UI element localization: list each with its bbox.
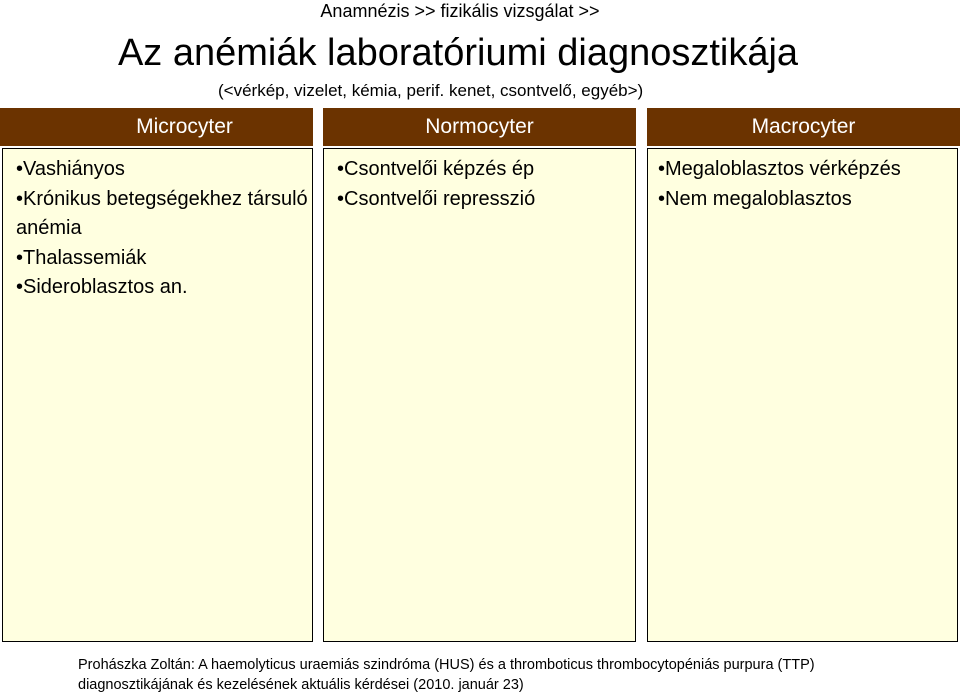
list-item: •Thalassemiák [16, 246, 147, 269]
footer-line: diagnosztikájának és kezelésének aktuális kérdései (2010. január 23) [78, 677, 524, 693]
column-list [16, 155, 312, 303]
column-header-label: Normocyter [425, 115, 534, 138]
column-body-microcyter [2, 148, 313, 642]
list-item: •Krónikus betegségekhez társuló anémia [16, 187, 308, 239]
column-header-normocyter [323, 108, 636, 146]
column-header-label: Microcyter [136, 115, 233, 138]
page-title-text: Az anémiák laboratóriumi diagnosztikája [117, 32, 799, 74]
list-item: •Nem megaloblasztos [658, 187, 852, 210]
column-header-macrocyter [647, 108, 960, 146]
breadcrumb [0, 0, 960, 22]
page-title [0, 30, 960, 76]
breadcrumb-text: Anamnézis >> fizikális vizsgálat >> [320, 1, 600, 21]
list-item: •Csontvelői represszió [337, 187, 536, 210]
page-subtitle: (<vérkép, vizelet, kémia, perif. kenet, csontvelő, egyéb>) [218, 81, 644, 100]
list-item: •Sideroblasztos an. [16, 276, 188, 298]
footer-citation [78, 655, 815, 695]
footer-line: Prohászka Zoltán: A haemolyticus uraemiás szindróma (HUS) és a thromboticus thrombocytopéniás purpura (TTP) [78, 657, 815, 673]
column-header-label: Macrocyter [751, 115, 856, 138]
list-item: •Megaloblasztos vérképzés [658, 158, 901, 180]
column-list [658, 155, 949, 214]
column-list [337, 155, 635, 214]
list-item: •Vashiányos [16, 158, 125, 180]
column-body-macrocyter [647, 148, 958, 642]
list-item: •Csontvelői képzés ép [337, 158, 535, 180]
column-body-normocyter [323, 148, 636, 642]
column-header-microcyter [0, 108, 313, 146]
